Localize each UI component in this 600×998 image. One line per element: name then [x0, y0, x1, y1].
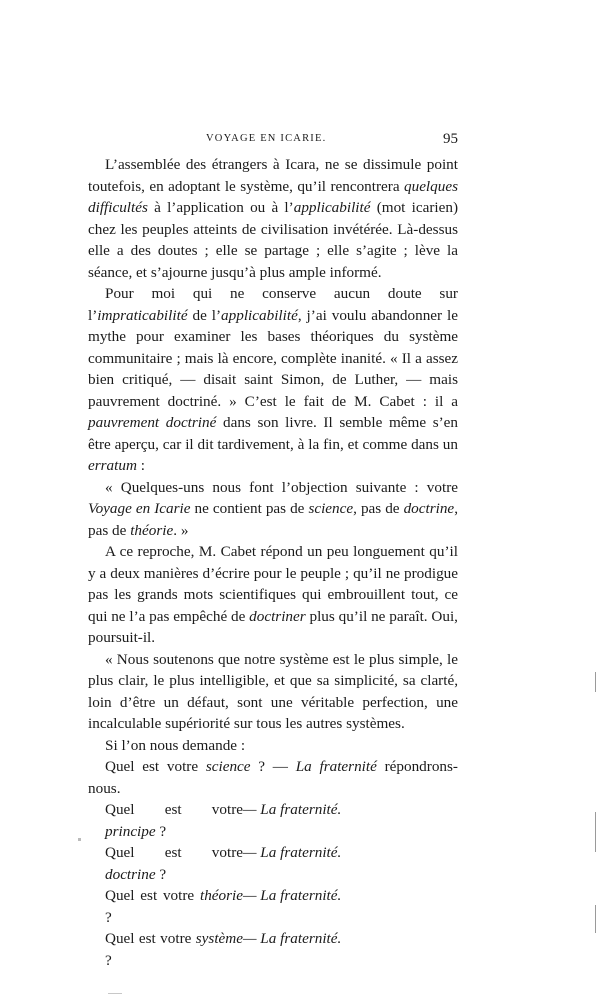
margin-mark	[595, 905, 596, 933]
page-number: 95	[443, 131, 458, 147]
paragraph	[88, 649, 458, 735]
answer: — La fraternité.	[243, 844, 342, 861]
paragraph	[88, 477, 458, 542]
text-run: L’assemblée des étrangers à Icara, ne se dissimule point toutefois, en adoptant le système, qu’il rencontrera	[88, 156, 458, 195]
italic-text: La fraternité	[295, 758, 377, 775]
answer: — La fraternité.	[243, 801, 342, 818]
text-run: A ce reproche, M. Cabet répond un peu longuement qu’il y a deux manières d’écrire pour le peuple ; qu’il ne prodigue pas les grands mots scientifiques qui embrouillent tout, ce qui ne l’a pas empêché de	[88, 543, 458, 625]
paragraph	[88, 756, 458, 799]
italic-text: erratum	[88, 457, 137, 474]
question-term: théorie	[199, 887, 243, 904]
catechism-line	[105, 842, 458, 885]
text-run: répondrons-nous.	[88, 758, 458, 797]
question: Quel est votre doctrine ?	[105, 844, 243, 883]
text-run: Quel est votre	[105, 758, 206, 775]
paragraph	[88, 541, 458, 649]
italic-text: doctrine	[403, 500, 455, 517]
question-term: doctrine	[105, 865, 156, 883]
italic-text: pauvrement doctriné	[88, 414, 217, 431]
catechism-line	[105, 885, 458, 928]
text-run: . »	[173, 521, 189, 539]
text-run: Si l’on nous demande :	[105, 736, 246, 754]
scan-artifact	[78, 838, 81, 841]
body-text	[88, 154, 458, 971]
text-run: Pour moi qui ne conserve aucun doute sur l’	[88, 285, 458, 324]
text-run: (mot icarien) chez les peuples atteints de civilisation invétérée. Là-dessus elle a des doutes ; elle se partage ; elle s’agite ; lève la séance, et s’ajourne jusqu’à plus ample informé.	[88, 199, 458, 281]
text-run: dans son livre. Il semble même s’en être aperçu, car il dit tardivement, à la fin, et comme dans un	[88, 414, 458, 453]
question-text: Quel est votre	[105, 801, 243, 818]
running-title: VOYAGE EN ICARIE.	[206, 133, 327, 144]
italic-text: doctriner	[249, 607, 306, 625]
margin-mark	[595, 672, 596, 692]
italic-text: théorie	[130, 521, 174, 539]
catechism-list	[88, 799, 458, 971]
question-text: Quel est votre	[105, 887, 200, 904]
italic-text: applicabilité	[293, 199, 371, 216]
paragraph	[88, 283, 458, 477]
text-run: ne contient pas de	[190, 500, 309, 517]
text-run: plus qu’il ne paraît. Oui, poursuit-il.	[88, 607, 458, 646]
question-term: système	[195, 930, 243, 947]
question-term: principe	[105, 822, 156, 840]
text-run: à l’application ou à l’	[147, 199, 294, 216]
catechism-line	[105, 928, 458, 971]
question: Quel est votre principe ?	[105, 801, 243, 840]
text-run: , j’ai voulu abandonner le mythe pour examiner les bases théoriques du système communitaire ; mais là encore, complète inanité. « Il a assez bien critiqué, — disait saint Simon, de Luther, — mais pauvrement doctriné. » C’est le fait de M. Cabet : il a	[88, 306, 458, 410]
italic-text: science	[205, 758, 251, 775]
answer: — La fraternité.	[243, 887, 342, 904]
question-text: Quel est votre	[105, 844, 243, 861]
italic-text: science	[308, 500, 354, 517]
italic-text: quelques difficultés	[88, 177, 458, 216]
text-run: de l’	[187, 306, 222, 324]
paragraphs	[88, 154, 458, 799]
page-header	[88, 131, 458, 151]
scan-artifact	[108, 993, 122, 994]
text-run: « Nous soutenons que notre système est le plus simple, le plus clair, le plus intelligible, et que sa simplicité, sa clarté, loin d’être un défaut, sont une véritable perfection, une incalculable supériorité sur tous les autres systèmes.	[88, 650, 458, 732]
italic-text: applicabilité	[221, 306, 298, 324]
text-run: « Quelques-uns nous font l’objection suivante : votre	[105, 478, 458, 496]
text-run: , pas de	[88, 500, 458, 539]
question: Quel est votre théorie ?	[105, 887, 243, 926]
question-text: Quel est votre	[105, 930, 196, 947]
question: Quel est votre système ?	[105, 930, 243, 969]
text-run: , pas de	[353, 500, 404, 517]
text-run: :	[136, 457, 145, 474]
italic-text: Voyage en Icarie	[88, 500, 191, 517]
paragraph	[88, 735, 458, 757]
paragraph	[88, 154, 458, 283]
catechism-line	[105, 799, 458, 842]
text-run: ? —	[250, 758, 296, 775]
answer: — La fraternité.	[243, 930, 342, 947]
margin-mark	[595, 812, 596, 852]
italic-text: impraticabilité	[97, 306, 188, 324]
